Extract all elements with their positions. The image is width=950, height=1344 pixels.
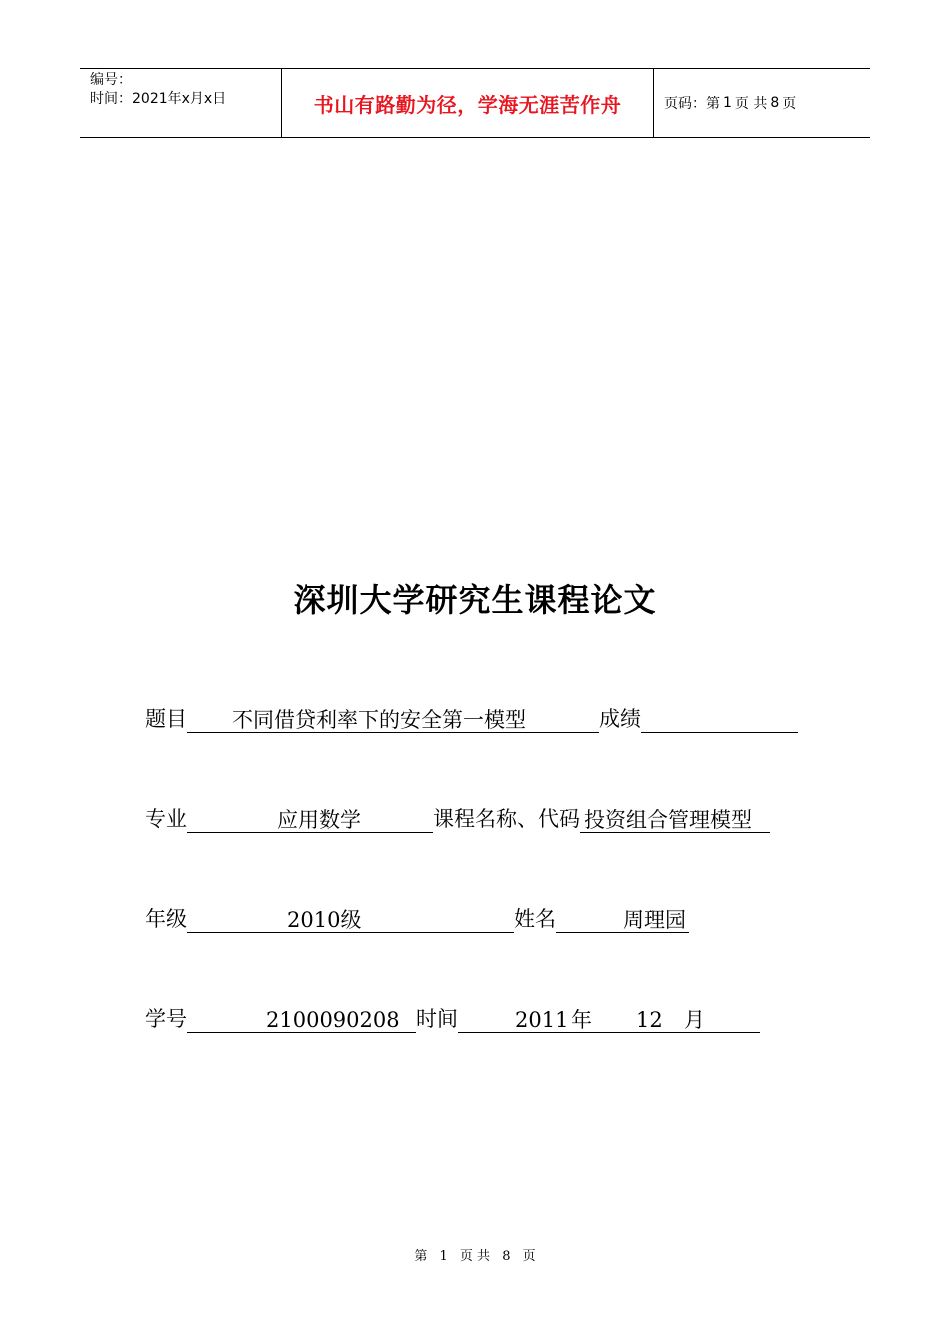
header-motto: 书山有路勤为径，学海无涯苦作舟 xyxy=(281,69,654,137)
grade-field xyxy=(187,907,514,933)
row-student-id xyxy=(145,1005,760,1033)
name-value: 周理园 xyxy=(623,908,686,932)
header-page-info xyxy=(654,69,870,137)
student-id-label: 学号 xyxy=(145,1007,187,1031)
footer-mid: 页 共 xyxy=(459,1249,491,1264)
grade-label: 年级 xyxy=(145,907,187,931)
major-value: 应用数学 xyxy=(277,808,361,832)
footer-total: 8 xyxy=(502,1249,511,1264)
topic-value: 不同借贷利率下的安全第一模型 xyxy=(232,708,526,732)
course-field xyxy=(580,807,770,833)
page-suffix: 页 xyxy=(782,96,797,112)
document-title: 深圳大学研究生课程论文 xyxy=(293,581,657,619)
footer-prefix: 第 xyxy=(414,1249,428,1264)
course-value: 投资组合管理模型 xyxy=(584,808,752,832)
name-field xyxy=(556,907,689,933)
topic-label: 题目 xyxy=(145,707,187,731)
page-total: 8 xyxy=(770,95,780,111)
footer-suffix: 页 xyxy=(522,1249,536,1264)
year-value: 2011 xyxy=(515,1008,569,1032)
row-major xyxy=(145,805,770,833)
grade-value: 2010级 xyxy=(287,908,362,932)
number-label: 编号： xyxy=(90,72,132,88)
page-current: 1 xyxy=(723,95,732,111)
page-mid: 页 共 xyxy=(734,96,768,112)
date-label: 时间 xyxy=(416,1007,458,1031)
major-label: 专业 xyxy=(145,807,187,831)
month-value: 12 xyxy=(636,1008,663,1032)
time-label: 时间：2021年x月x日 xyxy=(90,91,227,107)
name-label: 姓名 xyxy=(514,907,556,931)
header-meta xyxy=(80,69,281,137)
month-unit: 月 xyxy=(684,1008,705,1032)
course-label: 课程名称、代码 xyxy=(433,807,580,831)
score-field xyxy=(641,707,798,733)
student-id-value: 2100090208 xyxy=(266,1008,400,1032)
footer-current: 1 xyxy=(439,1249,448,1264)
topic-field xyxy=(187,707,599,733)
row-grade xyxy=(145,905,689,933)
header-table xyxy=(80,68,870,138)
page-prefix: 页码：第 xyxy=(664,96,720,112)
score-label: 成绩 xyxy=(599,707,641,731)
year-unit: 年 xyxy=(571,1008,592,1032)
major-field xyxy=(187,807,433,833)
row-topic xyxy=(145,705,798,733)
date-field xyxy=(458,1007,760,1033)
page-footer xyxy=(0,1245,950,1264)
student-id-field xyxy=(187,1007,416,1033)
